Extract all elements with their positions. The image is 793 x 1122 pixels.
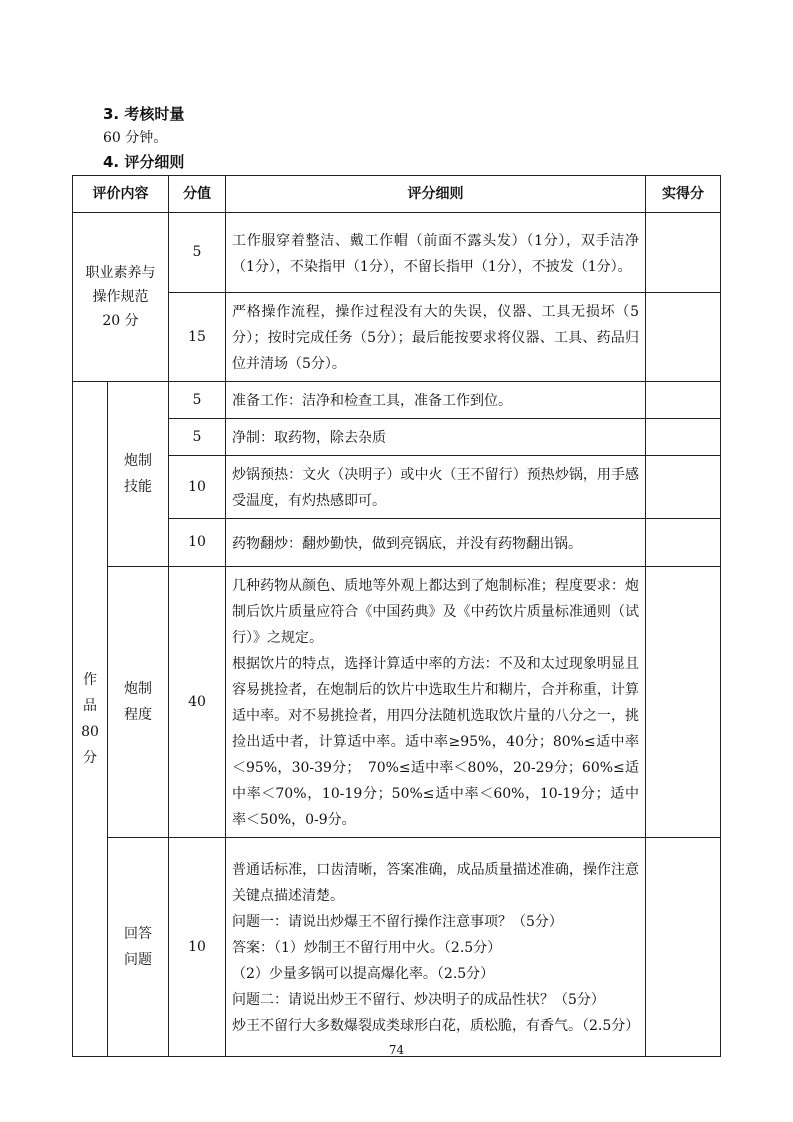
table-row [73,213,721,293]
detail-cell: 准备工作：洁净和检查工具，准备工作到位。 [226,382,646,419]
degree-label: 炮制程度 [124,681,152,723]
actual-score-cell [646,419,721,456]
score-cell: 5 [169,419,226,456]
section-3-title: 3. 考核时量 [103,105,185,123]
scoring-table [72,175,721,1057]
detail-line: （2）少量多锅可以提高爆化率。（2.5分） [232,966,495,982]
header-detail: 评分细则 [226,176,646,213]
professional-label-line: 操作规范 [92,289,149,305]
skill-label-cell [108,382,169,567]
score-cell: 5 [169,213,226,293]
table-row [73,838,721,1057]
table-header-row [73,176,721,213]
detail-line: 答案：（1）炒制王不留行用中火。（2.5分） [232,940,502,956]
actual-score-cell [646,838,721,1057]
header-score: 分值 [169,176,226,213]
score-cell: 10 [169,519,226,567]
detail-line: 普通话标准，口齿清晰，答案准确，成品质量描述准确，操作注意关键点描述清楚。 [232,862,639,904]
actual-score-cell [646,213,721,293]
score-cell: 10 [169,838,226,1057]
professional-label-line: 职业素养与 [85,265,156,281]
actual-score-cell [646,519,721,567]
answer-label: 回答问题 [124,926,152,968]
detail-line: 问题二：请说出炒王不留行、炒决明子的成品性状？（5分） [232,992,605,1008]
skill-label: 炮制技能 [124,453,152,495]
degree-label-cell [108,567,169,838]
section-4-title: 4. 评分细则 [103,153,185,171]
professional-label-cell [73,213,169,382]
header-content: 评价内容 [73,176,169,213]
actual-score-cell [646,567,721,838]
actual-score-cell [646,382,721,419]
table-row [73,419,721,456]
header-actual: 实得分 [646,176,721,213]
table-row [73,567,721,838]
score-cell: 5 [169,382,226,419]
actual-score-cell [646,293,721,382]
table-row [73,519,721,567]
detail-cell: 药物翻炒：翻炒勤快，做到亮锅底，并没有药物翻出锅。 [226,519,646,567]
detail-cell: 严格操作流程，操作过程没有大的失误，仪器、工具无损坏（5分）；按时完成任务（5分）；最后能按要求将仪器、工具、药品归位并清场（5分）。 [226,293,646,382]
detail-cell [226,838,646,1057]
detail-cell [226,567,646,838]
work-label-cell [73,382,108,1057]
page-number: 74 [388,1043,405,1057]
professional-label-line: 20 分 [102,313,139,329]
score-cell: 40 [169,567,226,838]
detail-paragraph: 根据饮片的特点，选择计算适中率的方法：不及和太过现象明显且容易挑捡者，在炮制后的饮片中选取生片和糊片，合并称重，计算适中率。对不易挑捡者，用四分法随机选取饮片量的八分之一，挑捡出适中者，计算适中率。适中率≥95%，40分；80%≤适中率＜95%，30-39分； 70%≤适中率＜80%，20-29分；60%≤适中率＜70%，10-19分；50%≤适中率＜60%，10-19分；适中率＜50%，0-9分。 [232,656,639,828]
score-cell: 15 [169,293,226,382]
detail-cell: 炒锅预热：文火（决明子）或中火（王不留行）预热炒锅，用手感受温度，有灼热感即可。 [226,456,646,519]
detail-line: 炒王不留行大多数爆裂成类球形白花，质松脆，有香气。（2.5分） [232,1018,640,1034]
detail-paragraph: 几种药物从颜色、质地等外观上都达到了炮制标准；程度要求：炮制后饮片质量应符合《中国药典》及《中药饮片质量标准通则（试行）》之规定。 [232,578,639,646]
actual-score-cell [646,456,721,519]
section-3-text: 60 分钟。 [103,130,168,146]
table-row [73,382,721,419]
detail-cell: 工作服穿着整洁、戴工作帽（前面不露头发）（1分），双手洁净（1分），不染指甲（1分），不留长指甲（1分），不披发（1分）。 [226,213,646,293]
work-label: 作品80分 [81,672,99,766]
detail-cell: 净制：取药物，除去杂质 [226,419,646,456]
table-row [73,456,721,519]
table-row [73,293,721,382]
score-cell: 10 [169,456,226,519]
detail-line: 问题一：请说出炒爆王不留行操作注意事项？（5分） [232,914,563,930]
answer-label-cell [108,838,169,1057]
